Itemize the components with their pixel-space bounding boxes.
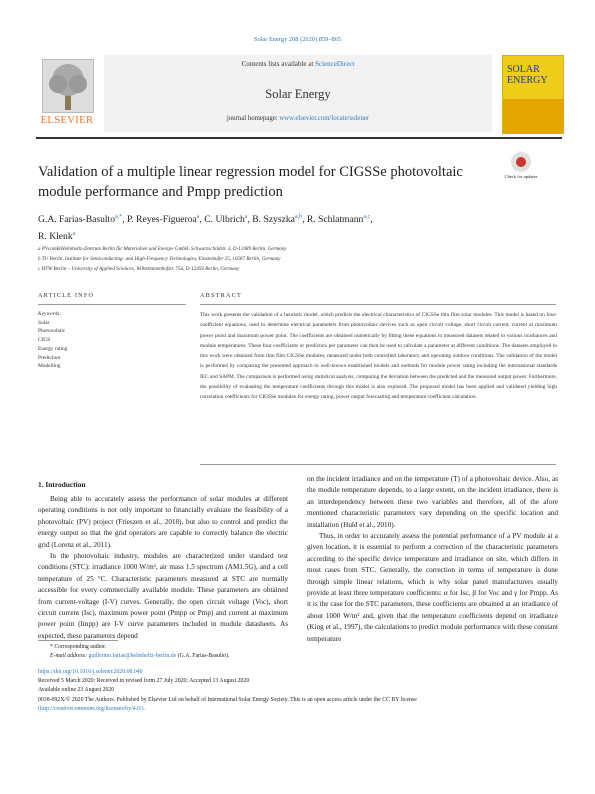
footnote-block [50, 643, 350, 661]
contents-prefix: Contents lists available at [241, 60, 316, 68]
body-paragraph: Being able to accurately assess the performance of solar modules at different operating conditions is not only important to financially evaluate the feasibility of a photovoltaic (PV) project (Frieszen et al., 2018), but also to control and predict the energy output so that the grid operators are capable to correctly balance the electric grid (Lorenz et al., 2011). [38, 495, 288, 549]
abstract-bottom-divider [200, 464, 556, 465]
introduction-heading: 1. Introduction [38, 480, 86, 489]
author-affiliation-mark[interactable]: a [196, 214, 200, 220]
check-updates-icon [511, 152, 531, 172]
keywords-label: Keywords: [38, 311, 62, 317]
keyword-item: Photovoltaic [38, 328, 66, 335]
elsevier-tree-icon [42, 59, 94, 113]
author-affiliation-mark[interactable]: a,c [363, 214, 371, 220]
journal-cover[interactable] [502, 55, 564, 134]
copyright-line: 0038-092X/© 2020 The Authors. Published by Elsevier Ltd on behalf of International Solar Energy Society. This is an open access article under the CC BY license [38, 696, 417, 703]
author-affiliation-mark[interactable]: a,* [115, 214, 123, 220]
email-label: E-mail address: [50, 653, 89, 659]
article-meta-footer [38, 668, 560, 714]
check-updates-label: Check for updates [504, 174, 538, 179]
banner-center [104, 55, 492, 132]
keyword-item: Prediction [38, 354, 61, 361]
author-affiliation-mark[interactable]: a [72, 231, 76, 238]
contents-line [104, 60, 492, 68]
license-link[interactable]: (http://creativecommons.org/licenses/by/4.0/). [38, 705, 145, 712]
cover-art-image [503, 99, 563, 133]
abstract-body: This work presents the validation of a heuristic model, which predicts the electrical characteristics of CIGSSe thin film solar modules. This model is based on four-coefficient equations, used to determine electrical parameters from photovoltaic devices such as open circuit voltage, short circuit current, current at maximum power point and maximum power point. The coefficients are obtained numerically by fitting these equations to measured datasets related to various irradiances and module temperatures. These four coefficients or predictors per parameter can then be used to calculate a parameter at different conditions. The datasets employed in this work were obtained from thin film CIGSSe modules, measured under both controlled laboratory and operating outdoor conditions. The validation of the model is performed by comparing the presented approach to well-known established models and methods for module power rating including the international standards IEC and SAPM. The comparison is performed using statistical analysis, comparing the deviation between the predicted and the measured output power. Furthermore, the possibility of evaluating the temperature coefficients through this model is also explored. The proposed model has been applied and validated yielding high correlation coefficients for CIGSSe modules for energy rating, power output forecasting and temperature coefficient calculation. [200, 312, 557, 401]
abstract-heading: ABSTRACT [200, 292, 242, 299]
banner-divider [36, 137, 562, 139]
author-name[interactable]: R. Klenk [38, 231, 73, 243]
author-name[interactable]: C. Ulbrich [204, 214, 245, 226]
right-column [307, 474, 558, 645]
doi-link[interactable]: https://doi.org/10.1016/j.solener.2020.08.040 [38, 669, 143, 675]
email-link[interactable]: guillermo.farias@helmholtz-berlin.de [88, 653, 177, 659]
affiliation-item: a PVcomB/Helmholtz-Zentrum Berlin für Materialien und Energie GmbH, Schwarzschildstr. 3, D-12489 Berlin, Germany [38, 246, 287, 252]
homepage-prefix: journal homepage: [226, 115, 280, 122]
elsevier-logo[interactable] [36, 55, 98, 133]
affiliation-item: c HTW Berlin – University of Applied Sciences, Wilhelminenhofstr. 75a, D-12459 Berlin, Germany [38, 266, 240, 272]
footnote-divider [38, 640, 118, 641]
elsevier-wordmark: ELSEVIER [40, 115, 94, 126]
sciencedirect-link[interactable]: ScienceDirect [315, 60, 355, 68]
homepage-link[interactable]: www.elsevier.com/locate/solener [279, 115, 370, 122]
keyword-item: Solar [38, 319, 50, 326]
body-paragraph: on the incident irradiance and on the temperature (T) of a photovoltaic device. Also, as the module temperature depends, to a large extent, on the incident irradiance, there is an interdependency between these two variables and therefore, all of the afore mentioned characteristic parameters vary depending on the specific location and installation (Huld et al., 2010). [307, 475, 558, 529]
abstract-divider [200, 304, 556, 305]
journal-reference[interactable]: Solar Energy 208 (2020) 859–865 [253, 36, 342, 43]
keyword-item: Energy rating [38, 345, 68, 352]
homepage-line [104, 115, 492, 122]
paper-title: Validation of a multiple linear regression model for CIGSSe photovoltaic module performance and Pmpp prediction [38, 164, 463, 200]
email-suffix: (G.A. Farias-Basulto). [176, 653, 230, 659]
check-for-updates-button[interactable] [501, 150, 541, 190]
keyword-item: CIGS [38, 337, 51, 344]
article-info-divider [38, 304, 186, 305]
email-line [50, 652, 350, 661]
body-paragraph: In the photovoltaic industry, modules are characterized under standard test conditions (STC): irradiance 1000 W/m², air mass 1.5 spectrum (AM1.5G), and a cell temperature of 25 °C. Characteristic parameters measured at STC are normally accessible for every commercially available module. These parameters are obtained from current-voltage (I-V) curves. Generally, the open circuit voltage (Voc), short circuit current (Isc), maximum power point (Pmpp or Pmp) and current at maximum power point (Impp) are I-V curve parameters included in module datasheets. As expected, these parameters depend [38, 552, 288, 640]
left-column [38, 494, 288, 642]
journal-banner [36, 55, 562, 135]
author-affiliation-mark[interactable]: a,b [294, 214, 303, 220]
affiliation-list [38, 244, 558, 274]
corresponding-author-note: * Corresponding author. [50, 644, 107, 650]
cover-title: SOLAR ENERGY [507, 64, 548, 86]
available-online: Available online 23 August 2020 [38, 687, 115, 694]
journal-title: Solar Energy [265, 87, 331, 101]
author-affiliation-mark[interactable]: a [244, 214, 248, 220]
author-name[interactable]: G.A. Farias-Basulto [38, 214, 116, 226]
received-dates: Received 5 March 2020; Received in revised form 27 July 2020; Accepted 13 August 2020 [38, 678, 250, 685]
affiliation-item: b TU Berlin, Institute for Semiconducting- and High-Frequency Technologies, Einsteinufer 25, 10587 Berlin, Germany [38, 256, 281, 262]
author-name[interactable]: B. Szyszka [252, 214, 295, 226]
body-paragraph: Thus, in order to accurately assess the potential performance of a PV module at a given location, it is essential to perform a correction of the characteristic parameters according to the specific device temperature and irradiance on site, which differs in most cases from STC. Generally, the correction in terms of temperature is done through simple linear relations, which is why solar panel manufacturers usually provide at least three temperature coefficients: α for Isc, β for Voc and γ for Pmpp. As it is the case for the STC parameters, these coefficients are obtained at an irradiance of about 1000 W/m² and, given that the temperature coefficients depend on irradiance (King et al., 1997), the calculations to predict module performance with these constant temperature [307, 532, 558, 643]
author-name[interactable]: R. Schlatmann [306, 214, 364, 226]
author-list: G.A. Farias-Basulto$^{a,*}$, P. Reyes-Figueroa$^a$, C. Ulbrich$^a$, B. Szyszka$^{a,b}$, R. Schlatmann$^{a,c}$, R. Klenk$^a$ [38, 214, 373, 243]
author-name[interactable]: P. Reyes-Figueroa [126, 214, 197, 226]
article-info-heading: ARTICLE INFO [38, 292, 95, 299]
keywords-block [38, 310, 186, 371]
keyword-item: Modelling [38, 363, 61, 370]
